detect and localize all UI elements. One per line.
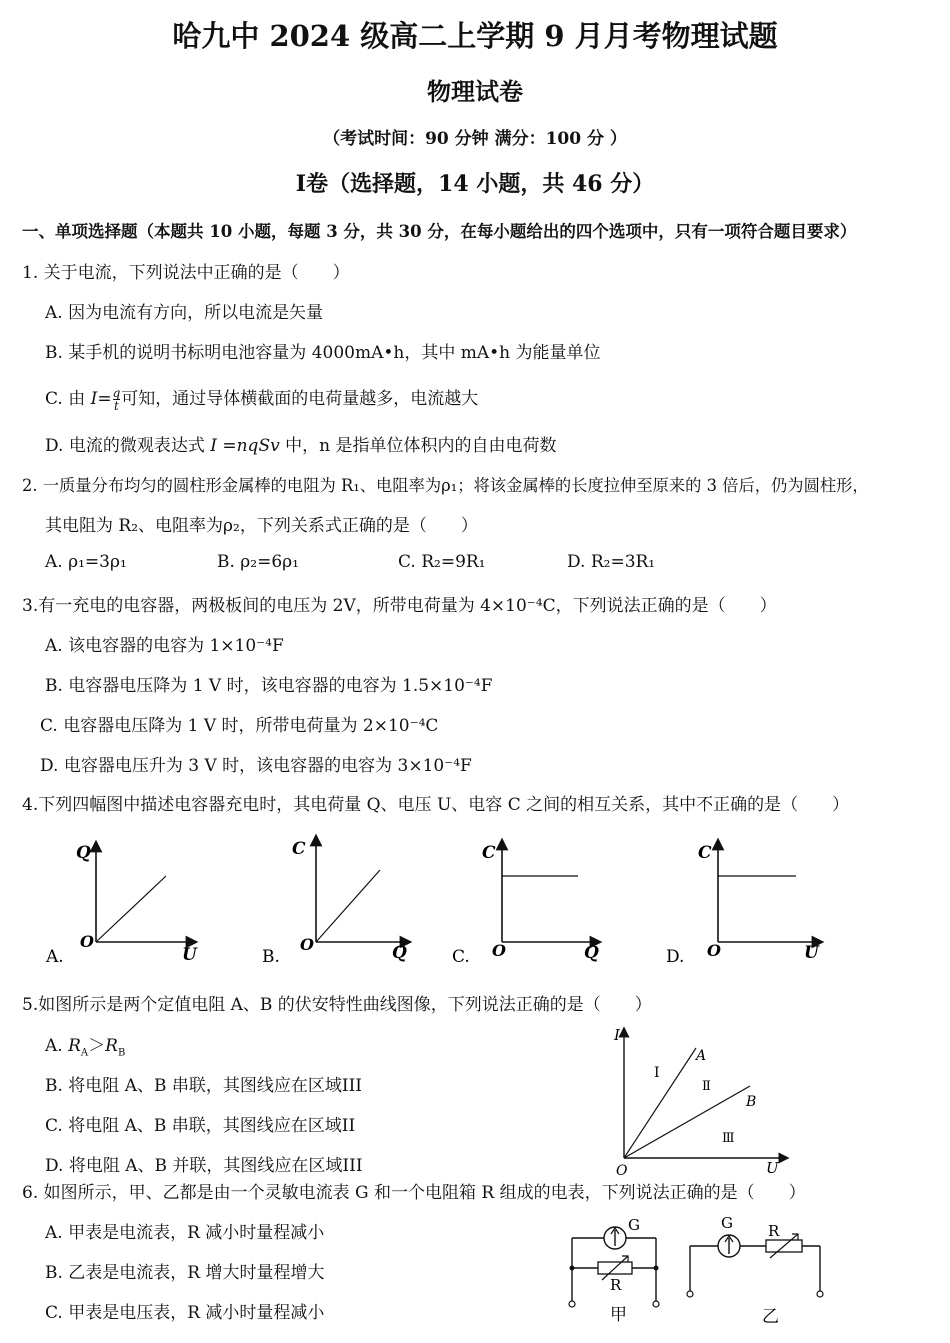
graph-c-x-label: Q: [584, 943, 599, 963]
graph-a-origin: O: [80, 932, 94, 951]
graph-b-x-label: Q: [392, 943, 407, 963]
q5-stem: 5.如图所示是两个定值电阻 A、B 的伏安特性曲线图像，下列说法正确的是（ ）: [22, 995, 652, 1015]
graph-a-option-label: A.: [46, 947, 64, 967]
q1-option-c-prefix: C. 由: [45, 389, 91, 409]
q2-stem-line2: 其电阻为 R₂、电阻率为ρ₂，下列关系式正确的是（ ）: [45, 516, 478, 536]
iv-x-label: U: [766, 1159, 779, 1177]
circuit-jia-r-label: R: [610, 1276, 622, 1294]
q6-option-a: A. 甲表是电流表，R 减小时量程减小: [45, 1223, 325, 1243]
q3-option-d: D. 电容器电压升为 3 V 时，该电容器的电容为 3×10⁻⁴F: [40, 756, 472, 776]
q1-option-c: [45, 384, 478, 412]
circuit-yi-r-label: R: [768, 1222, 780, 1240]
exam-info: （考试时间：90 分钟 满分：100 分 ）: [323, 129, 627, 149]
circuit-jia: [569, 1216, 659, 1325]
gt-sign: ＞: [88, 1036, 106, 1056]
q3-option-a: A. 该电容器的电容为 1×10⁻⁴F: [45, 636, 284, 656]
q5-option-a-prefix: A.: [45, 1036, 69, 1056]
q5-option-c: C. 将电阻 A、B 串联，其图线应在区域II: [45, 1116, 356, 1136]
fraction-numerator: q: [112, 386, 121, 400]
graph-c-option-label: C.: [452, 947, 470, 967]
iv-origin: O: [616, 1163, 628, 1179]
q6-option-b: B. 乙表是电流表，R 增大时量程增大: [45, 1263, 325, 1283]
graph-b-line: [316, 870, 380, 942]
iv-region-3: Ⅲ: [722, 1131, 735, 1146]
graph-d-option-label: D.: [666, 947, 685, 967]
q1-option-c-suffix: 可知，通过导体横截面的电荷量越多，电流越大: [121, 389, 479, 409]
q1-option-d: [45, 431, 556, 456]
iv-line-a: [624, 1048, 696, 1158]
q2-option-a: A. ρ₁=3ρ₁: [45, 552, 127, 572]
iv-line-b-label: B: [746, 1094, 757, 1110]
r-symbol-b: R: [105, 1036, 118, 1056]
r-symbol-a: R: [68, 1036, 81, 1056]
fraction-q-over-t: [113, 387, 121, 412]
q2-option-c: C. R₂=9R₁: [398, 552, 486, 572]
graph-d-x-label: U: [804, 943, 819, 963]
sub-a: A: [80, 1047, 89, 1059]
q3-stem: 3.有一充电的电容器，两极板间的电压为 2V，所带电荷量为 4×10⁻⁴C，下列说法正确的是（ ）: [22, 596, 777, 616]
q4-stem: 4.下列四幅图中描述电容器充电时，其电荷量 Q、电压 U、电容 C 之间的相互关系，其中不正确的是（ ）: [22, 795, 850, 815]
graph-b-y-label: C: [292, 839, 306, 859]
q4-graphs: [0, 830, 950, 970]
formula-i: I: [90, 389, 98, 409]
q1-option-d-prefix: D. 电流的微观表达式: [45, 436, 211, 456]
q6-circuits: [560, 1210, 840, 1340]
graph-a-y-label: Q: [76, 843, 91, 863]
formula-eq: =: [97, 389, 112, 409]
q3-option-c: C. 电容器电压降为 1 V 时，所带电荷量为 2×10⁻⁴C: [40, 716, 439, 736]
graph-a: [45, 843, 198, 967]
q5-iv-graph: [600, 1020, 800, 1180]
q1-option-d-suffix: 中，n 是指单位体积内的自由电荷数: [279, 436, 557, 456]
q5-option-d: D. 将电阻 A、B 并联，其图线应在区域III: [45, 1156, 363, 1176]
graph-b: [262, 839, 407, 967]
graph-d: [666, 843, 820, 967]
circuit-yi-label: 乙: [762, 1307, 779, 1327]
q1-option-b: B. 某手机的说明书标明电池容量为 4000mA•h，其中 mA•h 为能量单位: [45, 343, 601, 363]
fraction-denominator: t: [114, 399, 119, 413]
q6-stem: 6. 如图所示，甲、乙都是由一个灵敏电流表 G 和一个电阻箱 R 组成的电表，下列说法正确的是（ ）: [22, 1183, 806, 1203]
graph-d-y-label: C: [698, 843, 712, 863]
graph-b-option-label: B.: [262, 947, 280, 967]
q1-option-a: A. 因为电流有方向，所以电流是矢量: [45, 303, 324, 323]
graph-c-y-label: C: [482, 843, 496, 863]
iv-y-label: I: [614, 1026, 620, 1044]
circuit-yi-g-label: G: [721, 1214, 733, 1232]
graph-a-x-label: U: [182, 945, 197, 965]
exam-subtitle: 物理试卷: [427, 77, 523, 106]
q5-option-b: B. 将电阻 A、B 串联，其图线应在区域III: [45, 1076, 363, 1096]
q1-stem: 1. 关于电流，下列说法中正确的是（ ）: [22, 263, 350, 283]
graph-d-origin: O: [707, 941, 721, 960]
iv-line-b: [624, 1086, 750, 1158]
graph-c-origin: O: [492, 941, 506, 960]
iv-region-1: I: [654, 1065, 660, 1081]
circuit-jia-g-label: G: [628, 1216, 640, 1234]
graph-b-origin: O: [300, 935, 314, 954]
q2-option-d: D. R₂=3R₁: [567, 552, 656, 572]
sub-b: B: [117, 1047, 126, 1059]
part-one-heading: 一、单项选择题（本题共 10 小题，每题 3 分，共 30 分，在每小题给出的四个选项中，只有一项符合题目要求）: [22, 222, 857, 241]
graph-c: [452, 843, 599, 967]
iv-line-a-label: A: [696, 1048, 707, 1064]
q6-option-c: C. 甲表是电压表，R 减小时量程减小: [45, 1303, 325, 1323]
circuit-yi: [687, 1214, 823, 1327]
formula-nqsv: I =nqSv: [210, 436, 280, 456]
graph-a-line: [96, 876, 166, 942]
section-title: I卷（选择题，14 小题，共 46 分）: [295, 171, 655, 197]
q3-option-b: B. 电容器电压降为 1 V 时，该电容器的电容为 1.5×10⁻⁴F: [45, 676, 493, 696]
q5-option-a: [45, 1031, 125, 1058]
circuit-jia-label: 甲: [610, 1305, 627, 1325]
exam-title: 哈九中 2024 级高二上学期 9 月月考物理试题: [172, 19, 778, 53]
iv-region-2: Ⅱ: [702, 1079, 711, 1094]
q2-option-b: B. ρ₂=6ρ₁: [217, 552, 299, 572]
q2-stem-line1: 2. 一质量分布均匀的圆柱形金属棒的电阻为 R₁、电阻率为ρ₁；将该金属棒的长度拉伸至原来的 3 倍后，仍为圆柱形，: [22, 476, 869, 495]
